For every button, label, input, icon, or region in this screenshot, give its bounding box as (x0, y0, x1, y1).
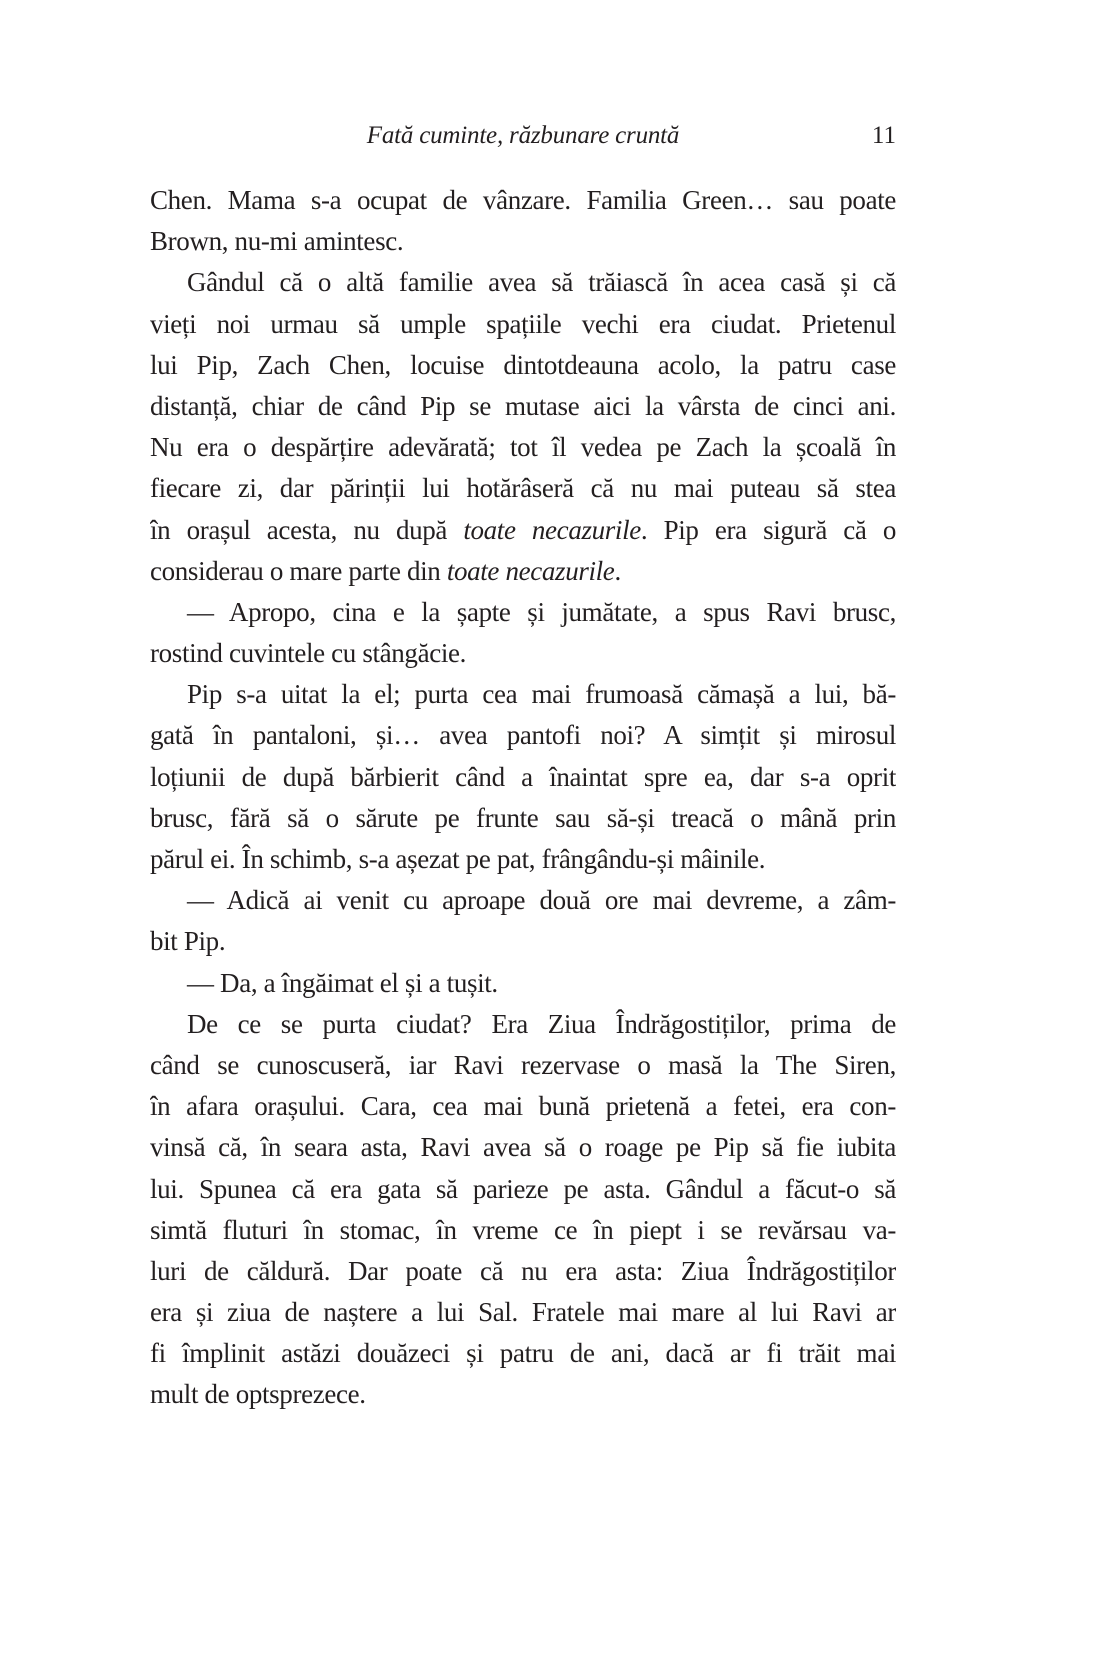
text-line (150, 221, 896, 262)
text-segment: lui Pip, Zach Chen, locuise dintotdeauna acolo, la patru case (150, 349, 896, 380)
text-line (150, 633, 896, 674)
text-segment: — Da, a îngăimat el și a tușit. (187, 967, 498, 998)
text-segment: . Pip era sigură că o (640, 514, 896, 545)
text-line (150, 262, 896, 303)
text-line (150, 1251, 896, 1292)
paragraph (150, 674, 896, 880)
text-segment: distanță, chiar de când Pip se mutase aici la vârsta de cinci ani. (150, 390, 896, 421)
text-line (150, 1086, 896, 1127)
text-segment: Nu era o despărțire adevărată; tot îl vedea pe Zach la școală în (150, 432, 896, 463)
text-segment: . (614, 555, 621, 586)
text-segment: — Apropo, cina e la șapte și jumătate, a spus Ravi brusc, (187, 596, 896, 627)
text-segment: în afara orașului. Cara, cea mai bună prietenă a fetei, era con- (150, 1091, 896, 1122)
text-line (150, 1169, 896, 1210)
text-line (150, 715, 896, 756)
text-segment: bit Pip. (150, 926, 226, 957)
running-head (150, 122, 896, 156)
text-line (150, 1127, 896, 1168)
running-title: Fată cuminte, răzbunare cruntă (366, 122, 680, 149)
text-line (150, 1004, 896, 1045)
text-segment: Chen. Mama s-a ocupat de vânzare. Familia Green… sau poate (150, 185, 896, 215)
text-segment: Brown, nu-mi amintesc. (150, 226, 404, 257)
paragraph (150, 592, 896, 674)
text-segment: simtă fluturi în stomac, în vreme ce în piept i se revărsau va- (150, 1214, 896, 1245)
italic-text: toate necazurile (463, 514, 641, 545)
text-segment: vieți noi urmau să umple spațiile vechi era ciudat. Prietenul (150, 308, 896, 339)
text-segment: — Adică ai venit cu aproape două ore mai devreme, a zâm- (187, 885, 896, 916)
paragraph (150, 180, 896, 262)
text-segment: mult de optsprezece. (150, 1379, 366, 1410)
text-line (150, 1210, 896, 1251)
text-line (150, 839, 896, 880)
text-line (150, 1374, 896, 1415)
text-segment: era și ziua de naștere a lui Sal. Fratele mai mare al lui Ravi ar (150, 1297, 896, 1328)
text-segment: luri de căldură. Dar poate că nu era asta: Ziua Îndrăgostiților (150, 1255, 896, 1286)
text-segment: Gândul că o altă familie avea să trăiască în acea casă și că (187, 267, 896, 298)
text-segment: lui. Spunea că era gata să parieze pe asta. Gândul a făcut-o să (150, 1173, 896, 1204)
text-segment: când se cunoscuseră, iar Ravi rezervase o masă la The Siren, (150, 1049, 896, 1080)
paragraph (150, 880, 896, 962)
text-segment: părul ei. În schimb, s-a așezat pe pat, frângându-și mâinile. (150, 844, 766, 874)
body-text (150, 180, 896, 1416)
text-line (150, 468, 896, 509)
text-line (150, 757, 896, 798)
text-line (150, 798, 896, 839)
text-segment: fi împlinit astăzi douăzeci și patru de ani, dacă ar fi trăit mai (150, 1338, 896, 1369)
text-segment: fiecare zi, dar părinții lui hotărâseră că nu mai puteau să stea (150, 473, 896, 504)
text-line (150, 427, 896, 468)
text-line (150, 963, 896, 1004)
text-line (150, 345, 896, 386)
text-segment: Pip s-a uitat la el; purta cea mai frumoasă cămașă a lui, bă- (187, 679, 896, 710)
text-line (150, 304, 896, 345)
text-line (150, 1292, 896, 1333)
text-segment: considerau o mare parte din (150, 555, 447, 586)
text-line (150, 1045, 896, 1086)
text-line (150, 386, 896, 427)
italic-text: toate necazurile (446, 555, 615, 586)
text-line (150, 1333, 896, 1374)
text-segment: loțiunii de după bărbierit când a înaintat spre ea, dar s-a oprit (150, 761, 896, 792)
page-number: 11 (871, 122, 896, 149)
paragraph (150, 262, 896, 592)
text-line (150, 674, 896, 715)
text-segment: rostind cuvintele cu stângăcie. (150, 638, 467, 669)
paragraph (150, 1004, 896, 1416)
paragraph (150, 963, 896, 1004)
text-line (150, 921, 896, 962)
text-line (150, 551, 896, 592)
text-segment: în orașul acesta, nu după (150, 514, 464, 545)
text-line (150, 592, 896, 633)
text-segment: brusc, fără să o sărute pe frunte sau să-și treacă o mână prin (150, 802, 896, 833)
text-line (150, 180, 896, 221)
text-segment: De ce se purta ciudat? Era Ziua Îndrăgostiților, prima de (187, 1008, 896, 1039)
text-line (150, 510, 896, 551)
text-segment: vinsă că, în seara asta, Ravi avea să o roage pe Pip să fie iubita (150, 1132, 896, 1163)
text-line (150, 880, 896, 921)
text-segment: gată în pantaloni, și… avea pantofi noi? A simțit și mirosul (150, 720, 896, 751)
